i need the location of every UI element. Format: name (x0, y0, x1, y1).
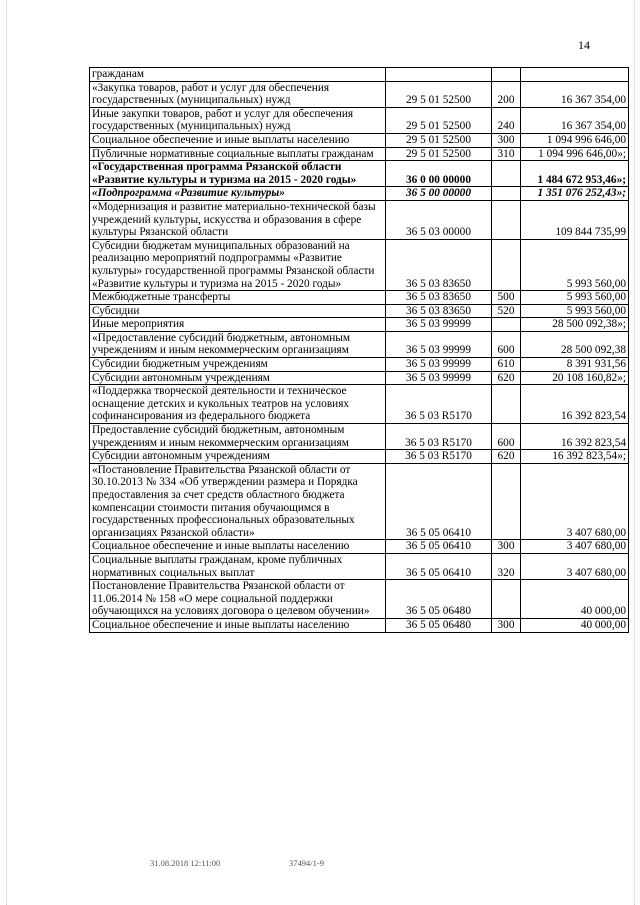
footer-doc-id: 37494/1-9 (289, 858, 324, 868)
row-vr-cell (492, 318, 521, 332)
row-code-cell: 36 5 03 R5170 (386, 385, 492, 424)
table-row (90, 161, 629, 187)
row-vr-cell: 600 (492, 424, 521, 450)
row-name-cell: Социальные выплаты гражданам, кроме публичных нормативных социальных выплат (90, 553, 386, 579)
table-row (90, 371, 629, 385)
budget-table-body (90, 68, 629, 633)
row-sum-cell: 16 392 823,54 (521, 385, 629, 424)
row-code-cell: 36 5 05 06410 (386, 540, 492, 554)
row-sum-cell: 40 000,00 (521, 580, 629, 619)
row-code-cell: 36 5 03 83650 (386, 239, 492, 290)
row-code-cell: 29 5 01 52500 (386, 133, 492, 147)
row-code-cell: 36 5 05 06410 (386, 463, 492, 540)
row-sum-cell: 16 392 823,54 (521, 424, 629, 450)
row-code-cell: 36 5 03 99999 (386, 318, 492, 332)
row-vr-cell (492, 385, 521, 424)
row-vr-cell: 300 (492, 618, 521, 632)
row-sum-cell: 5 993 560,00 (521, 304, 629, 318)
row-name-cell: Социальное обеспечение и иные выплаты населению (90, 133, 386, 147)
table-row (90, 618, 629, 632)
row-sum-cell: 3 407 680,00 (521, 553, 629, 579)
table-row (90, 385, 629, 424)
row-name-cell: «Поддержка творческой деятельности и техническое оснащение детских и кукольных театров на условиях софинансирования из федерального бюджета (90, 385, 386, 424)
row-code-cell: 29 5 01 52500 (386, 81, 492, 107)
row-name-cell: гражданам (90, 68, 386, 82)
table-row (90, 107, 629, 133)
table-row (90, 358, 629, 372)
row-sum-cell: 5 993 560,00 (521, 291, 629, 305)
table-row (90, 331, 629, 357)
row-sum-cell: 1 094 996 646,00 (521, 133, 629, 147)
row-sum-cell: 16 392 823,54»; (521, 450, 629, 464)
table-row (90, 68, 629, 82)
table-row (90, 291, 629, 305)
row-vr-cell: 610 (492, 358, 521, 372)
row-vr-cell (492, 580, 521, 619)
row-name-cell: «Подпрограмма «Развитие культуры» (90, 187, 386, 201)
row-code-cell: 36 5 03 R5170 (386, 450, 492, 464)
row-vr-cell (492, 68, 521, 82)
row-vr-cell: 320 (492, 553, 521, 579)
row-name-cell: Иные мероприятия (90, 318, 386, 332)
row-name-cell: Субсидии автономным учреждениям (90, 371, 386, 385)
row-vr-cell (492, 200, 521, 239)
table-row (90, 580, 629, 619)
row-name-cell: Субсидии бюджетам муниципальных образований на реализацию мероприятий подпрограммы «Развитие культуры» государственной программы Рязанской области «Развитие культуры и туризма на 2015 - 2020 годы» (90, 239, 386, 290)
row-code-cell: 29 5 01 52500 (386, 107, 492, 133)
row-name-cell: «Закупка товаров, работ и услуг для обеспечения государственных (муниципальных) нужд (90, 81, 386, 107)
row-name-cell: Субсидии автономным учреждениям (90, 450, 386, 464)
row-sum-cell: 1 351 076 252,43»; (521, 187, 629, 201)
row-code-cell (386, 68, 492, 82)
row-name-cell: «Предоставление субсидий бюджетным, автономным учреждениям и иным некоммерческим организациям (90, 331, 386, 357)
row-code-cell: 36 5 03 99999 (386, 371, 492, 385)
row-sum-cell: 28 500 092,38 (521, 331, 629, 357)
row-code-cell: 36 0 00 00000 (386, 161, 492, 187)
row-code-cell: 36 5 05 06480 (386, 618, 492, 632)
table-row (90, 147, 629, 161)
row-sum-cell: 8 391 931,56 (521, 358, 629, 372)
row-sum-cell: 3 407 680,00 (521, 540, 629, 554)
row-name-cell: «Государственная программа Рязанской области «Развитие культуры и туризма на 2015 - 2020 годы» (90, 161, 386, 187)
row-vr-cell (492, 187, 521, 201)
row-name-cell: Предоставление субсидий бюджетным, автономным учреждениям и иным некоммерческим организациям (90, 424, 386, 450)
row-code-cell: 36 5 03 R5170 (386, 424, 492, 450)
row-name-cell: Публичные нормативные социальные выплаты гражданам (90, 147, 386, 161)
row-sum-cell: 1 094 996 646,00»; (521, 147, 629, 161)
row-vr-cell: 300 (492, 133, 521, 147)
row-vr-cell: 310 (492, 147, 521, 161)
row-code-cell: 36 5 00 00000 (386, 187, 492, 201)
row-code-cell: 36 5 05 06410 (386, 553, 492, 579)
row-code-cell: 29 5 01 52500 (386, 147, 492, 161)
row-name-cell: Постановление Правительства Рязанской области от 11.06.2014 № 158 «О мере социальной поддержки обучающихся на условиях договора о целевом обучении» (90, 580, 386, 619)
row-sum-cell: 20 108 160,82»; (521, 371, 629, 385)
row-vr-cell: 200 (492, 81, 521, 107)
row-vr-cell (492, 161, 521, 187)
scan-stamp-mark (488, 852, 588, 868)
row-vr-cell: 240 (492, 107, 521, 133)
row-code-cell: 36 5 03 00000 (386, 200, 492, 239)
table-row (90, 424, 629, 450)
row-vr-cell: 500 (492, 291, 521, 305)
right-margin-line (634, 0, 636, 905)
row-sum-cell: 16 367 354,00 (521, 81, 629, 107)
row-name-cell: «Постановление Правительства Рязанской области от 30.10.2013 № 334 «Об утверждении размера и Порядка предоставления за счет средств областного бюджета компенсации стоимости питания обучающимся в государственных профессиональных образовательных организациях Рязанской области» (90, 463, 386, 540)
footer-date: 31.08.2018 12:11:00 (150, 858, 221, 868)
row-sum-cell: 28 500 092,38»; (521, 318, 629, 332)
table-row (90, 553, 629, 579)
table-row (90, 540, 629, 554)
row-name-cell: Иные закупки товаров, работ и услуг для обеспечения государственных (муниципальных) нужд (90, 107, 386, 133)
row-sum-cell: 109 844 735,99 (521, 200, 629, 239)
table-row (90, 81, 629, 107)
row-code-cell: 36 5 03 83650 (386, 304, 492, 318)
row-sum-cell: 40 000,00 (521, 618, 629, 632)
table-row (90, 200, 629, 239)
table-row (90, 133, 629, 147)
row-code-cell: 36 5 03 83650 (386, 291, 492, 305)
row-vr-cell: 620 (492, 371, 521, 385)
row-sum-cell: 3 407 680,00 (521, 463, 629, 540)
table-row (90, 239, 629, 290)
row-code-cell: 36 5 05 06480 (386, 580, 492, 619)
table-row (90, 450, 629, 464)
row-name-cell: Социальное обеспечение и иные выплаты населению (90, 618, 386, 632)
page-number: 14 (578, 38, 590, 52)
row-sum-cell: 5 993 560,00 (521, 239, 629, 290)
row-code-cell: 36 5 03 99999 (386, 358, 492, 372)
table-row (90, 187, 629, 201)
row-vr-cell (492, 463, 521, 540)
row-sum-cell: 16 367 354,00 (521, 107, 629, 133)
row-sum-cell: 1 484 672 953,46»; (521, 161, 629, 187)
row-name-cell: Субсидии бюджетным учреждениям (90, 358, 386, 372)
row-vr-cell (492, 239, 521, 290)
row-vr-cell: 300 (492, 540, 521, 554)
table-row (90, 318, 629, 332)
row-code-cell: 36 5 03 99999 (386, 331, 492, 357)
row-name-cell: Социальное обеспечение и иные выплаты населению (90, 540, 386, 554)
table-row (90, 463, 629, 540)
row-name-cell: «Модернизация и развитие материально-технической базы учреждений культуры, искусства и образования в сфере культуры Рязанской области (90, 200, 386, 239)
left-margin-line (6, 0, 8, 905)
row-vr-cell: 620 (492, 450, 521, 464)
table-row (90, 304, 629, 318)
row-sum-cell (521, 68, 629, 82)
row-name-cell: Межбюджетные трансферты (90, 291, 386, 305)
budget-table (89, 67, 629, 633)
row-vr-cell: 520 (492, 304, 521, 318)
row-vr-cell: 600 (492, 331, 521, 357)
row-name-cell: Субсидии (90, 304, 386, 318)
